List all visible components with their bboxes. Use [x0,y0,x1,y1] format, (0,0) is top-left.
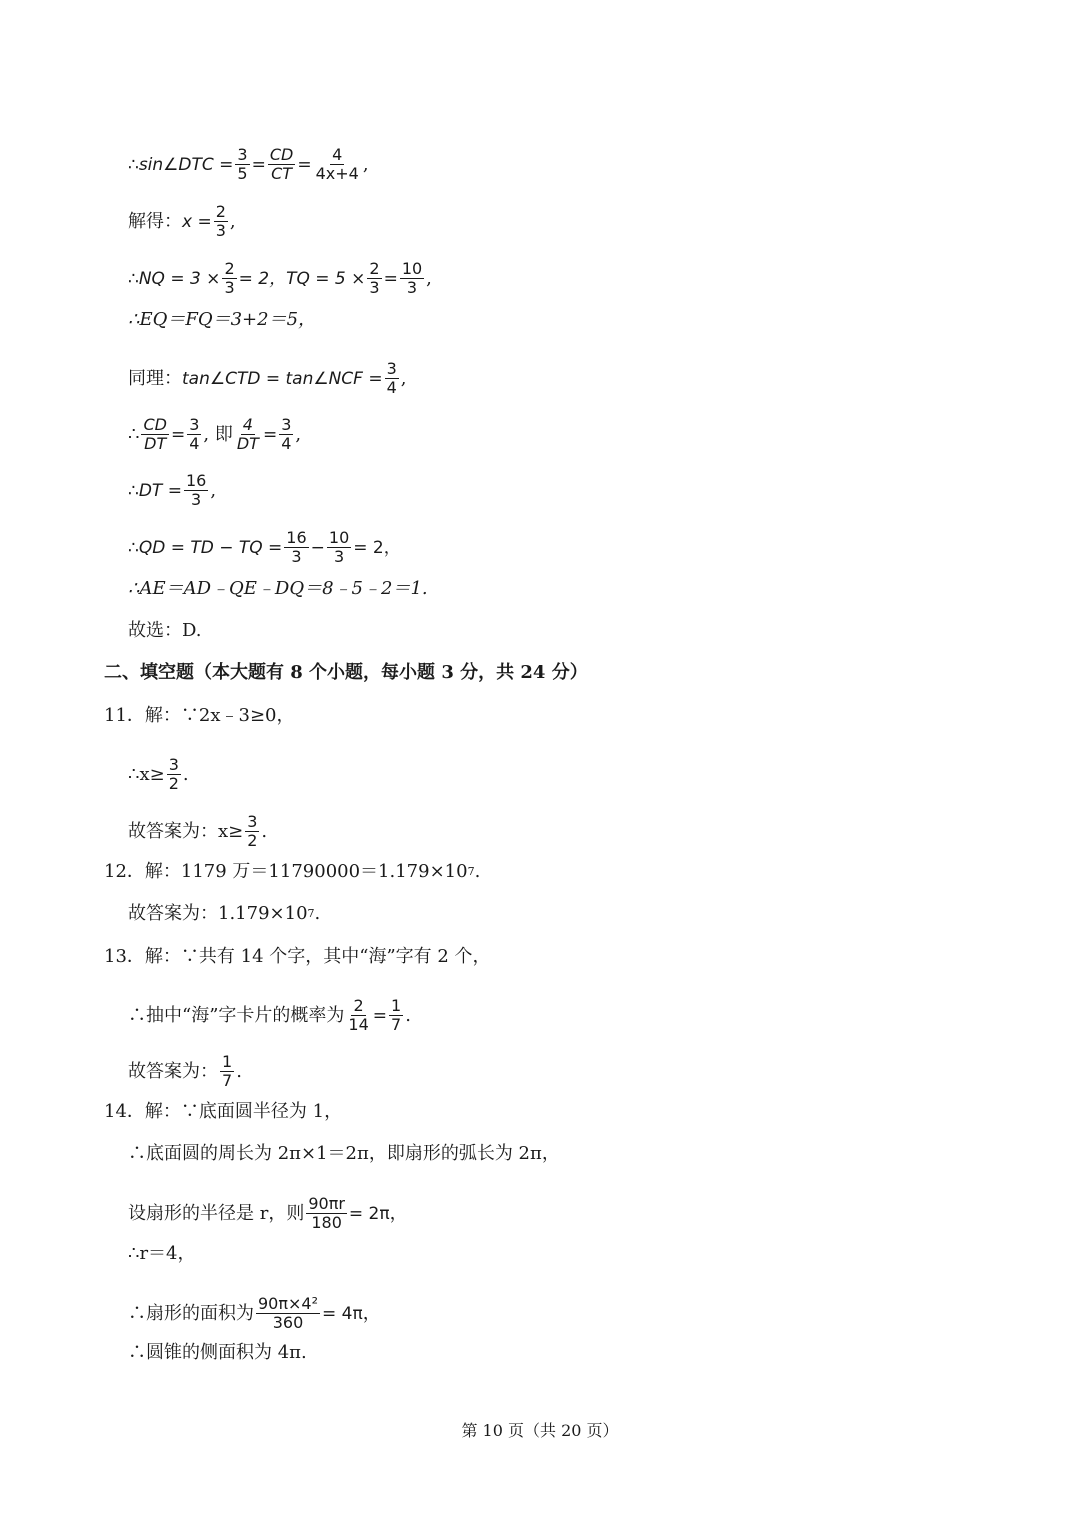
fraction: $\frac{3}{5}$ [237,145,248,183]
fraction: $\frac{4}{4x+4}$ [315,145,359,183]
fraction: $\frac{3}{4}$ [281,415,292,453]
solution-line-tan: 同理： tan∠CTD = tan∠NCF = $\frac{3}{4}$ , [128,359,407,397]
fraction: $\frac{16}{3}$ [286,528,307,566]
fraction: $\frac{2}{3}$ [369,259,380,297]
fraction: $\frac{90\pi r}{180}$ [308,1194,345,1232]
page-number-footer: 第 10 页（共 20 页） [461,1421,619,1440]
q11-result-line: ∴x≥ $\frac{3}{2}$ . [128,755,189,793]
solution-line-solve: 解得： x = $\frac{2}{3}$ , [128,202,236,240]
fraction: $\frac{1}{7}$ [391,996,402,1034]
q13-answer-line: 故答案为： $\frac{1}{7}$ . [128,1052,242,1090]
fraction: $\frac{CD}{DT}$ [143,415,167,453]
q14-lateral-area-line: ∴圆锥的侧面积为 4π. [128,1342,307,1363]
fraction: $\frac{10}{3}$ [328,528,350,566]
fraction: $\frac{2}{3}$ [224,259,235,297]
fraction: $\frac{1}{7}$ [222,1052,233,1090]
fraction: $\frac{4}{DT}$ [236,415,259,453]
q14-circumference-line: ∴底面圆的周长为 2π×1＝2π，即扇形的弧长为 2π， [128,1143,560,1164]
q14-radius-equation-line: 设扇形的半径是 r，则 $\frac{90\pi r}{180}$ = 2π ， [128,1194,408,1232]
solution-line-ratio: ∴ $\frac{CD}{DT}$ = $\frac{3}{4}$ , 即 $\frac{4}{DT}$ = $\frac{3}{4}$ , [128,415,302,453]
fraction: $\frac{2}{3}$ [215,202,226,240]
section-heading: 二、填空题（本大题有 8 个小题，每小题 3 分，共 24 分） [104,662,588,683]
fraction: $\frac{CD}{CT}$ [269,145,294,183]
q11-answer-line: 故答案为：x≥ $\frac{3}{2}$ . [128,812,268,850]
solution-line-sin: ∴sin∠DTC = $\frac{3}{5}$ = $\frac{CD}{CT}$ = $\frac{4}{4x+4}$ , [128,145,369,183]
fraction: $\frac{10}{3}$ [401,259,423,297]
answer-choice-line: 故选：D. [128,620,202,641]
solution-line-nq-tq: ∴NQ = 3 × $\frac{2}{3}$ = 2，TQ = 5 × $\frac{2}{3}$ = $\frac{10}{3}$ , [128,259,432,297]
q13-probability-line: ∴抽中“海”字卡片的概率为 $\frac{2}{14}$ = $\frac{1}{7}$ . [128,996,411,1034]
fraction: $\frac{3}{2}$ [247,812,258,850]
q12-solution-line: 12．解：1179 万＝11790000＝1.179×10 7 . [104,861,481,882]
fraction: $\frac{3}{4}$ [189,415,200,453]
fraction: $\frac{16}{3}$ [185,471,207,509]
solution-line-dt: ∴DT = $\frac{16}{3}$ , [128,471,217,509]
solution-line-qd: ∴QD = TD − TQ = $\frac{16}{3}$ − $\frac{10}{3}$ = 2， [128,528,401,566]
q14-solution-line: 14．解：∵底面圆半径为 1， [104,1101,343,1122]
fraction: $\frac{\text{90π×4²}}{360}$ [258,1294,318,1332]
fraction: $\frac{3}{2}$ [168,755,179,793]
q14-radius-value-line: ∴r＝4， [128,1243,196,1264]
q12-answer-line: 故答案为：1.179×10 7 . [128,903,321,924]
fraction: $\frac{2}{14}$ [348,996,369,1034]
q13-solution-line: 13．解：∵共有 14 个字，其中“海”字有 2 个， [104,946,491,967]
q11-solution-line: 11．解：∵2x﹣3≥0， [104,705,295,726]
fraction: $\frac{3}{4}$ [386,359,397,397]
q14-area-line: ∴扇形的面积为 $\frac{\text{90π×4²}}{360}$ = 4π ， [128,1294,381,1332]
solution-line-eq-fq: ∴EQ＝FQ＝3+2＝5， [128,309,317,330]
solution-line-ae: ∴AE＝AD﹣QE﹣DQ＝8﹣5﹣2＝1. [128,578,428,599]
